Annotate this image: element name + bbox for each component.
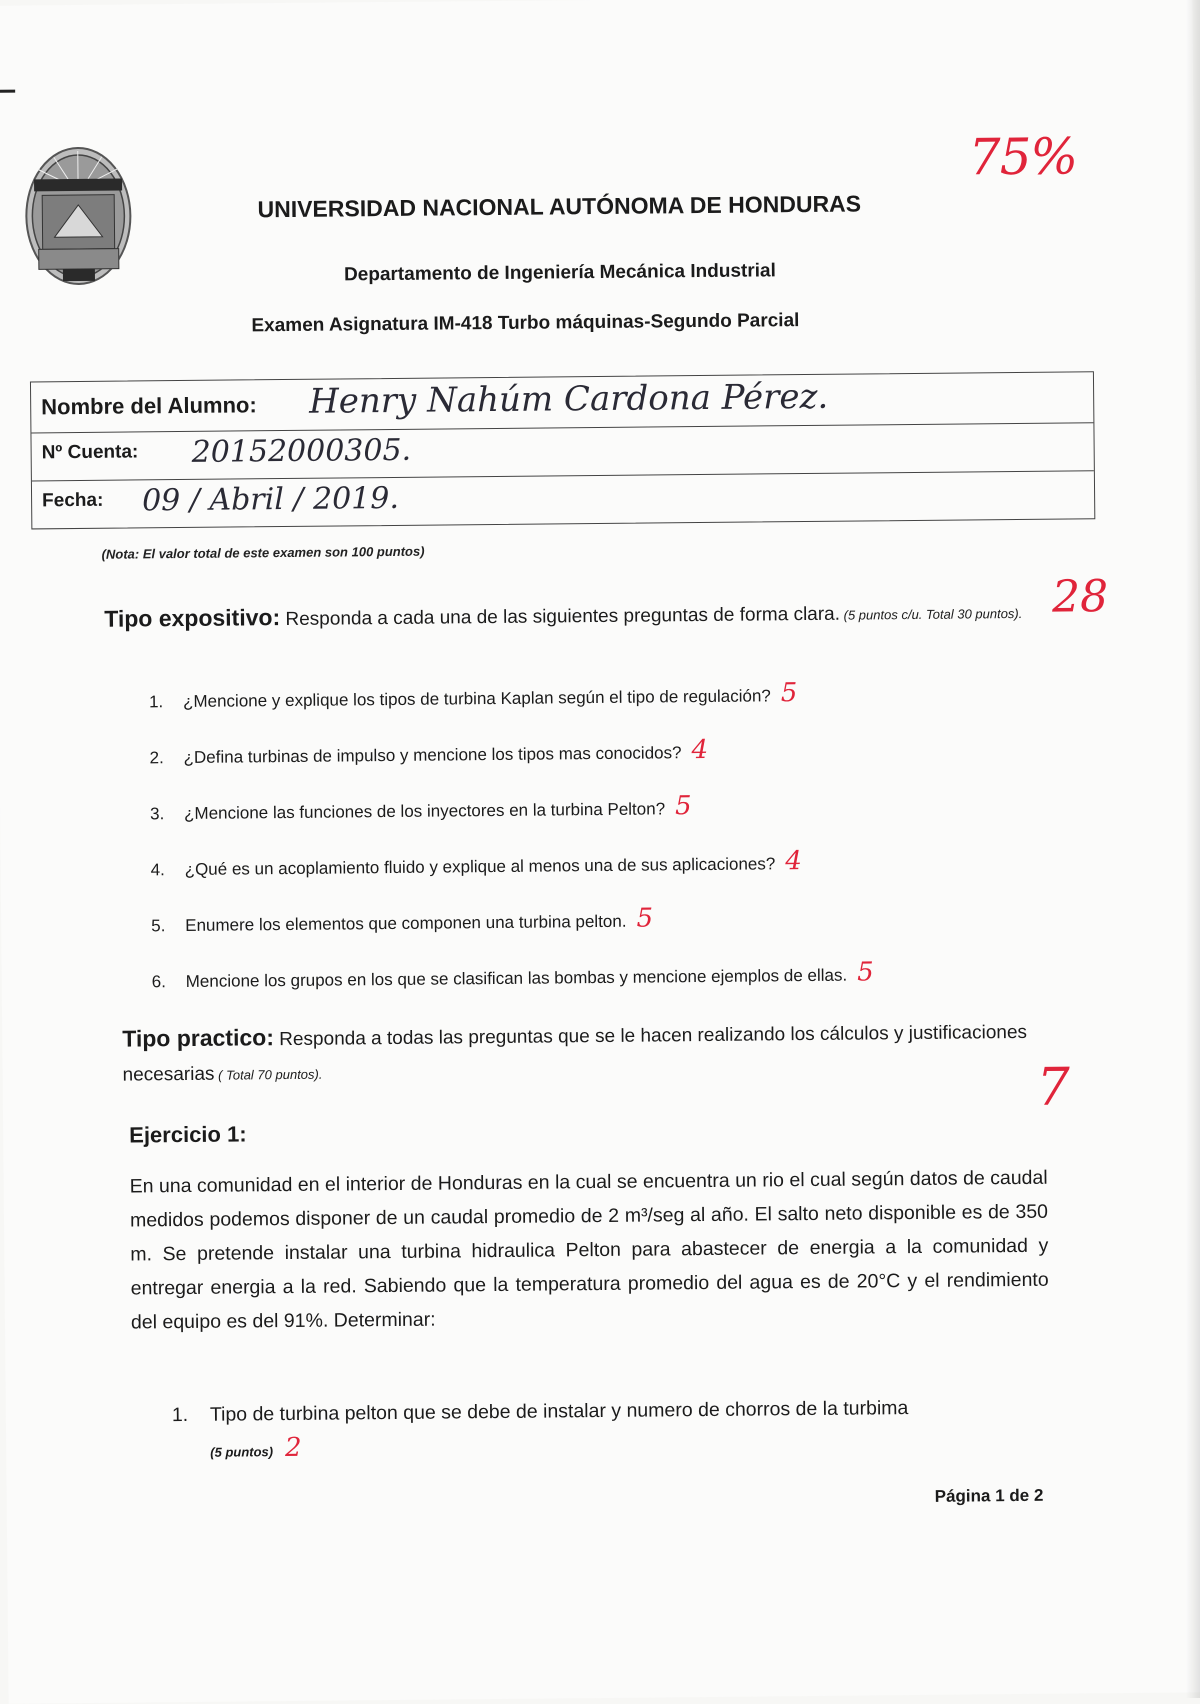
student-name-value: Henry Nahúm Cardona Pérez. <box>309 377 828 422</box>
question-number: 3. <box>150 804 184 824</box>
page-edge-mark <box>0 90 15 93</box>
question-text: ¿Mencione las funciones de los inyectores en la turbina Pelton? <box>184 799 665 823</box>
section-expository-points: (5 puntos c/u. Total 30 puntos). <box>840 606 1022 623</box>
question-grade: 5 <box>857 957 874 987</box>
date-value: 09 / Abril / 2019. <box>142 481 399 518</box>
question-text: Mencione los grupos en los que se clasifican las bombas y mencione ejemplos de ellas. <box>186 966 848 991</box>
question-grade: 4 <box>691 735 708 765</box>
question-text: ¿Defina turbinas de impulso y mencione los tipos mas conocidos? <box>183 743 681 767</box>
section-practical-header <box>122 1010 1063 1093</box>
question-text: ¿Mencione y explique los tipos de turbina Kaplan según el tipo de regulación? <box>183 686 771 711</box>
exercise-item-number: 1. <box>172 1398 189 1432</box>
exercise-item-points: (5 puntos) <box>210 1444 273 1460</box>
department-title: Departamento de Ingeniería Mecánica Industrial <box>0 257 1125 290</box>
section-practical-grade: 7 <box>1036 1058 1070 1118</box>
section-expository-instructions: Responda a cada una de las siguientes preguntas de forma clara. <box>280 604 840 630</box>
question-grade: 5 <box>636 903 653 933</box>
question-text: ¿Qué es un acoplamiento fluido y explique al menos una de sus aplicaciones? <box>185 854 776 879</box>
question-grade: 4 <box>785 846 802 876</box>
exercise-item-text: Tipo de turbina pelton que se debe de instalar y numero de chorros de la turbima <box>210 1397 909 1426</box>
university-title: UNIVERSIDAD NACIONAL AUTÓNOMA DE HONDURAS <box>0 188 1124 226</box>
question-number: 6. <box>152 972 186 992</box>
question-number: 2. <box>149 748 183 768</box>
total-grade-mark: 75% <box>969 127 1078 186</box>
question-item <box>150 844 1050 883</box>
exam-title: Examen Asignatura IM-418 Turbo máquinas-Segundo Parcial <box>0 308 1056 340</box>
section-practical-heading: Tipo practico: <box>122 1024 274 1051</box>
student-info-table <box>30 371 1095 529</box>
section-expository-grade: 28 <box>1052 571 1108 623</box>
question-item <box>152 956 1052 995</box>
exercise-title: Ejercicio 1: <box>129 1121 247 1148</box>
date-row <box>32 470 1094 528</box>
question-item <box>150 788 1050 827</box>
question-item <box>151 900 1051 939</box>
question-list <box>149 675 1069 684</box>
section-practical-instructions: Responda a todas las preguntas que se le hacen realizando los cálculos y justificaciones necesarias <box>123 1022 1028 1086</box>
exercise-item-grade: 2 <box>285 1433 302 1463</box>
account-value: 20152000305. <box>191 433 411 470</box>
date-label: Fecha: <box>42 490 103 513</box>
exercise-paragraph: En una comunidad en el interior de Honduras en la cual se encuentra un rio el cual según datos de caudal medidos podemos disponer de un caudal promedio de 2 m³/seg al año. El salto neto disponible es de 350 m. Se pretende instalar una turbina hidraulica Pelton para abastecer de energia a la comunidad y entregar energia a la red. Sabiendo que la temperatura promedio del agua es de 20°C y el rendimiento del equipo es del 91%. Determinar: <box>130 1161 1050 1340</box>
page-shadow <box>1186 0 1200 1698</box>
question-item <box>149 732 1049 771</box>
account-label: Nº Cuenta: <box>42 441 139 464</box>
question-number: 1. <box>149 692 183 712</box>
exam-note: (Nota: El valor total de este examen son 100 puntos) <box>102 544 425 562</box>
section-practical-points: ( Total 70 puntos). <box>214 1067 322 1083</box>
student-name-label: Nombre del Alumno: <box>41 392 257 420</box>
section-expository-header <box>104 590 1064 639</box>
question-text: Enumere los elementos que componen una turbina pelton. <box>185 912 627 935</box>
section-expository-heading: Tipo expositivo: <box>104 604 280 632</box>
question-number: 4. <box>151 860 185 880</box>
question-grade: 5 <box>675 791 692 821</box>
question-item <box>149 676 1049 715</box>
question-grade: 5 <box>781 678 798 708</box>
page-number: Página 1 de 2 <box>935 1486 1044 1507</box>
exercise-item <box>172 1390 1063 1471</box>
question-number: 5. <box>151 916 185 936</box>
